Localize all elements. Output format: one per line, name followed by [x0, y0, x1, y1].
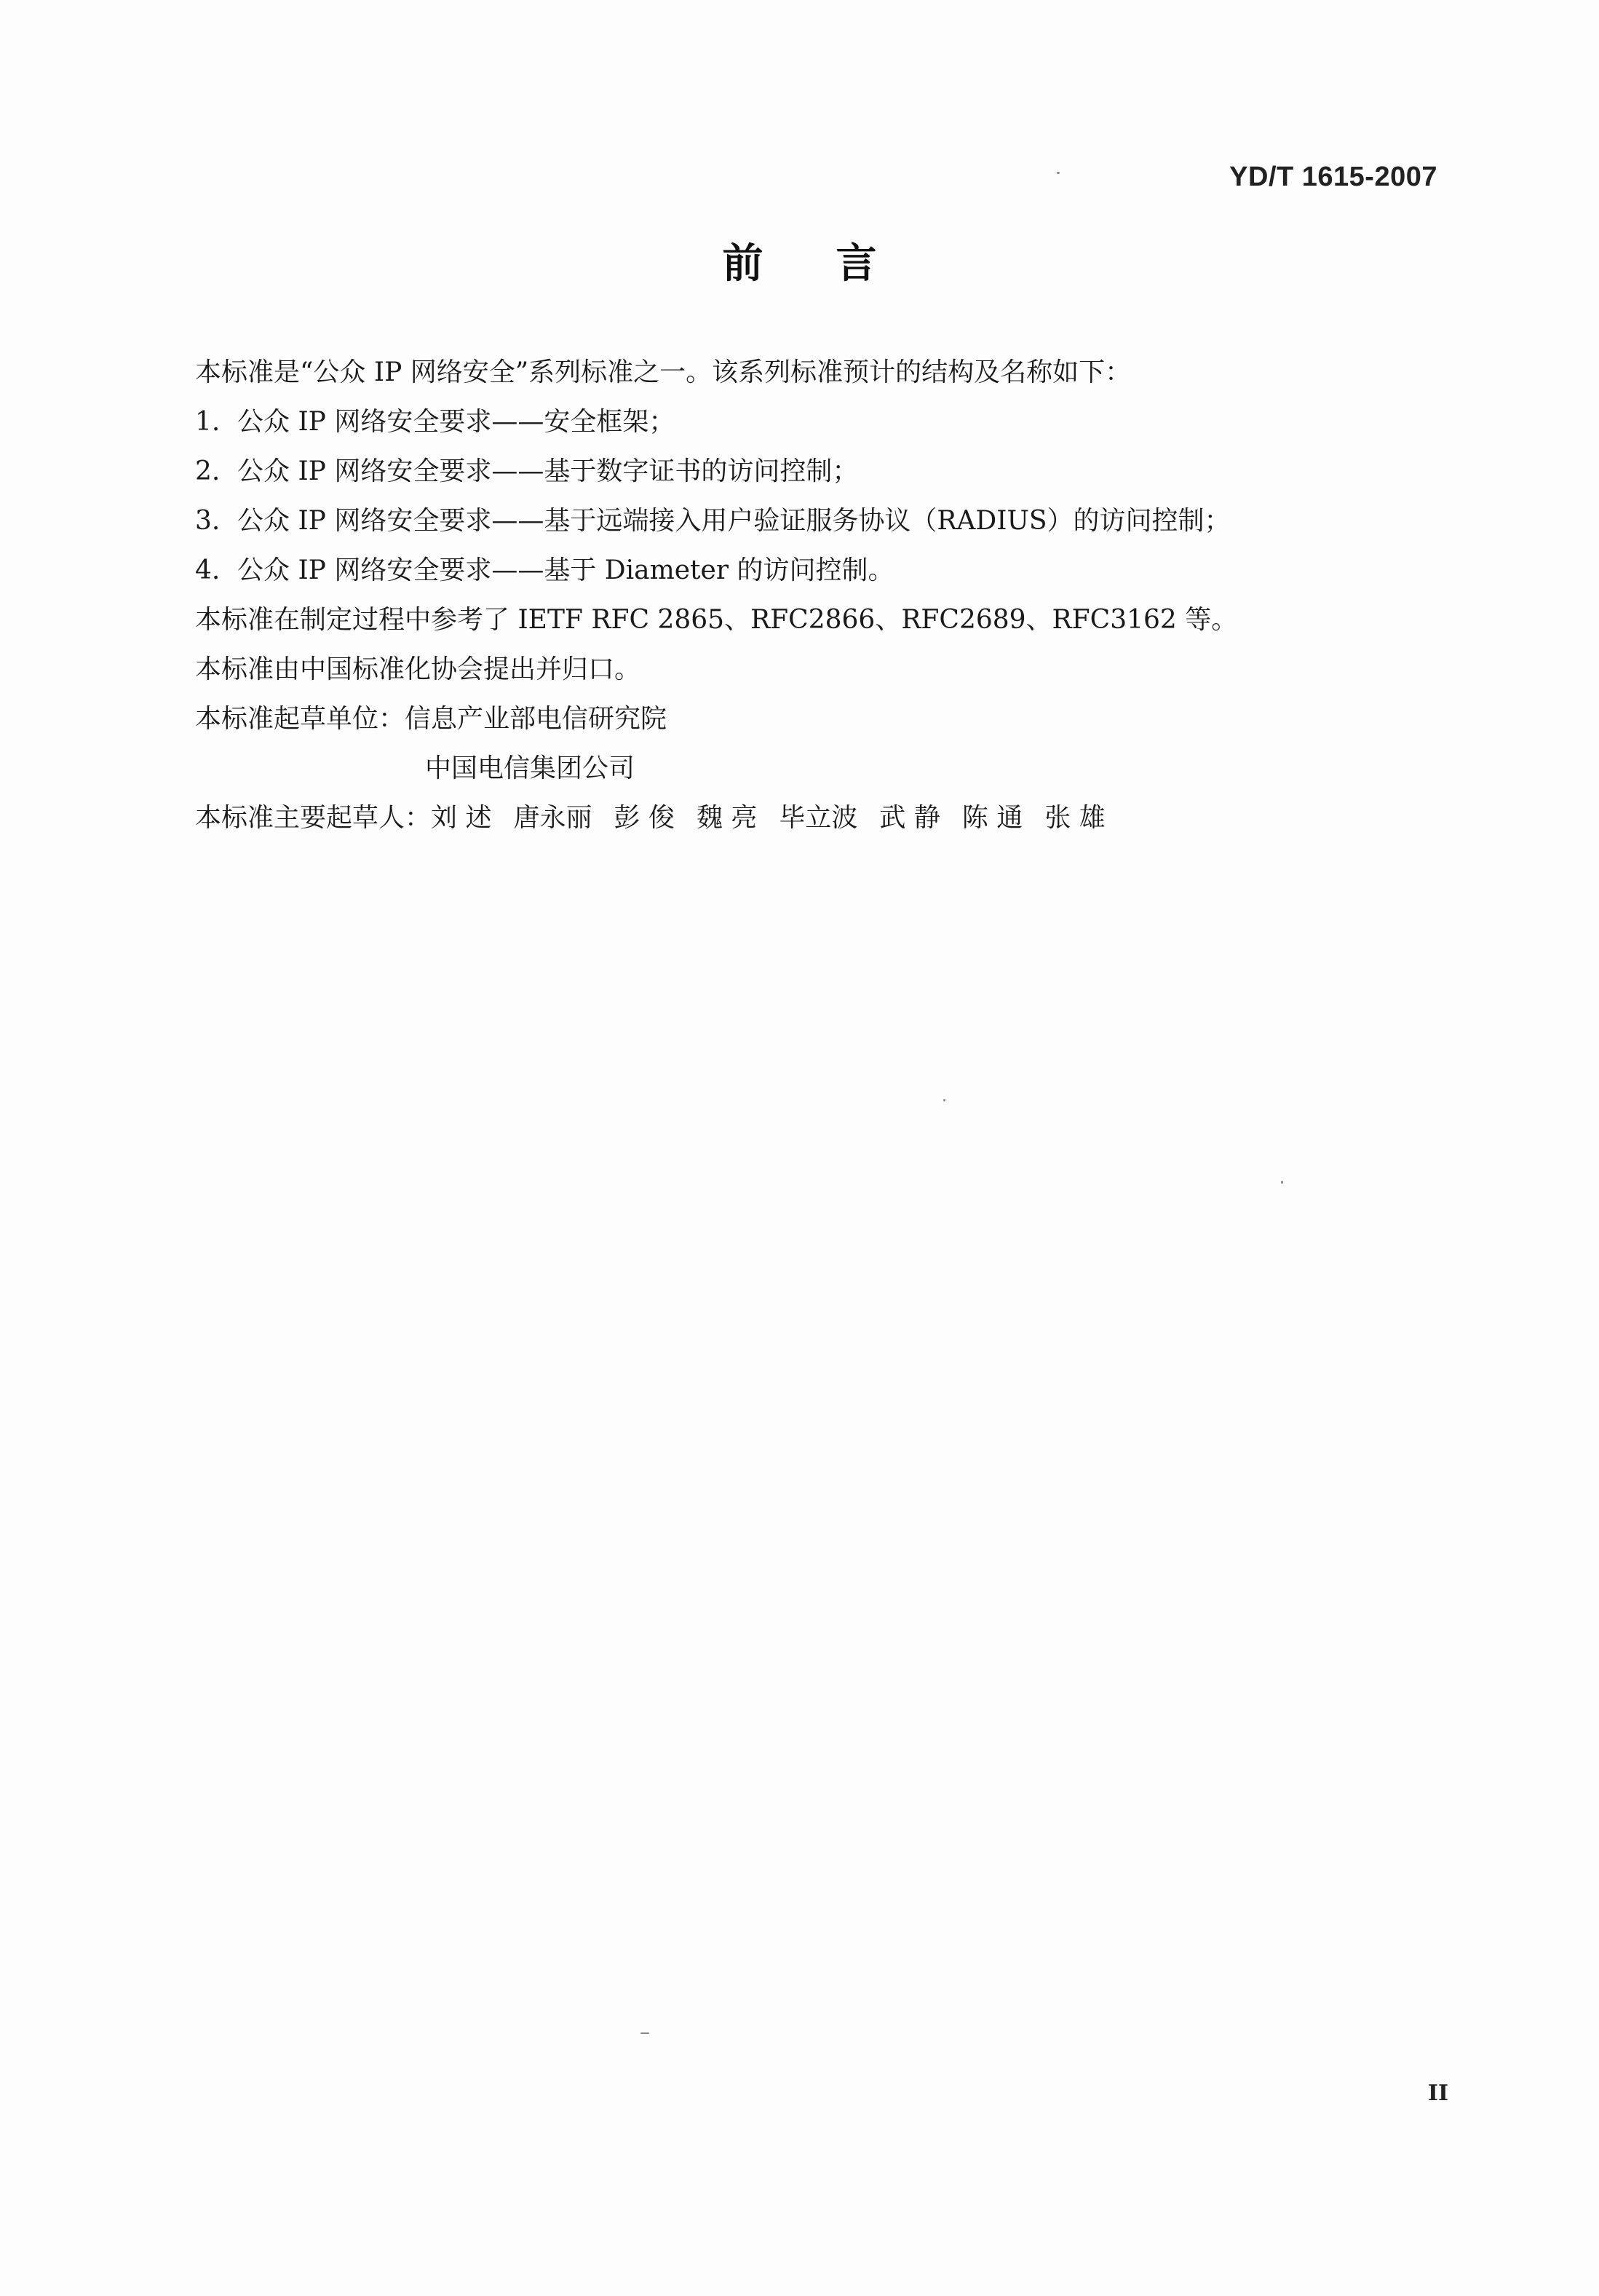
- list-item: [195, 447, 1418, 496]
- list-item: [195, 546, 1418, 595]
- proposer-paragraph: 本标准由中国标准化协会提出并归口。: [195, 654, 641, 684]
- list-item: [195, 496, 1418, 546]
- page-number: II: [1427, 2081, 1448, 2106]
- drafting-units-line: [195, 694, 1418, 744]
- foreword-body: [195, 348, 1418, 843]
- drafters-line: [195, 793, 1418, 843]
- scan-speck: [1281, 1181, 1283, 1184]
- drafting-unit: 中国电信集团公司: [425, 753, 635, 783]
- intro-paragraph: 本标准是“公众 IP 网络安全”系列标准之一。该系列标准预计的结构及名称如下：: [195, 357, 1132, 387]
- drafter-name: 刘 述: [431, 803, 492, 833]
- list-item-text: 公众 IP 网络安全要求——基于数字证书的访问控制；: [237, 456, 859, 486]
- list-item-number: 3.: [195, 506, 221, 536]
- drafter-name: 陈 通: [961, 803, 1023, 833]
- list-item-text: 公众 IP 网络安全要求——基于远端接入用户验证服务协议（RADIUS）的访问控制；: [237, 506, 1231, 536]
- drafter-name: 张 雄: [1044, 803, 1106, 833]
- drafting-unit: 信息产业部电信研究院: [405, 704, 667, 734]
- drafter-name: 彭 俊: [614, 803, 675, 833]
- list-item-text: 公众 IP 网络安全要求——基于 Diameter 的访问控制。: [237, 555, 894, 585]
- drafters-label: 本标准主要起草人：: [195, 803, 432, 833]
- page-title: 前言: [722, 240, 950, 288]
- standard-code: YD/T 1615-2007: [1229, 162, 1437, 192]
- drafter-name: 毕立波: [779, 803, 858, 833]
- list-item-number: 1.: [195, 407, 221, 437]
- drafting-units-line: [195, 744, 1418, 793]
- scan-speck: [943, 1099, 945, 1101]
- drafter-name: 魏 亮: [696, 803, 758, 833]
- drafter-name: 唐永丽: [513, 803, 592, 833]
- list-item-number: 4.: [195, 555, 221, 585]
- scan-speck: [1057, 172, 1060, 174]
- references-paragraph: 本标准在制定过程中参考了 IETF RFC 2865、RFC2866、RFC2689、RFC3162 等。: [195, 605, 1238, 635]
- list-item-number: 2.: [195, 456, 221, 486]
- scan-speck: [640, 2032, 649, 2034]
- list-item: [195, 397, 1418, 447]
- list-item-text: 公众 IP 网络安全要求——安全框架；: [237, 407, 675, 437]
- drafter-name: 武 静: [879, 803, 940, 833]
- drafting-units-label: 本标准起草单位：: [195, 704, 405, 734]
